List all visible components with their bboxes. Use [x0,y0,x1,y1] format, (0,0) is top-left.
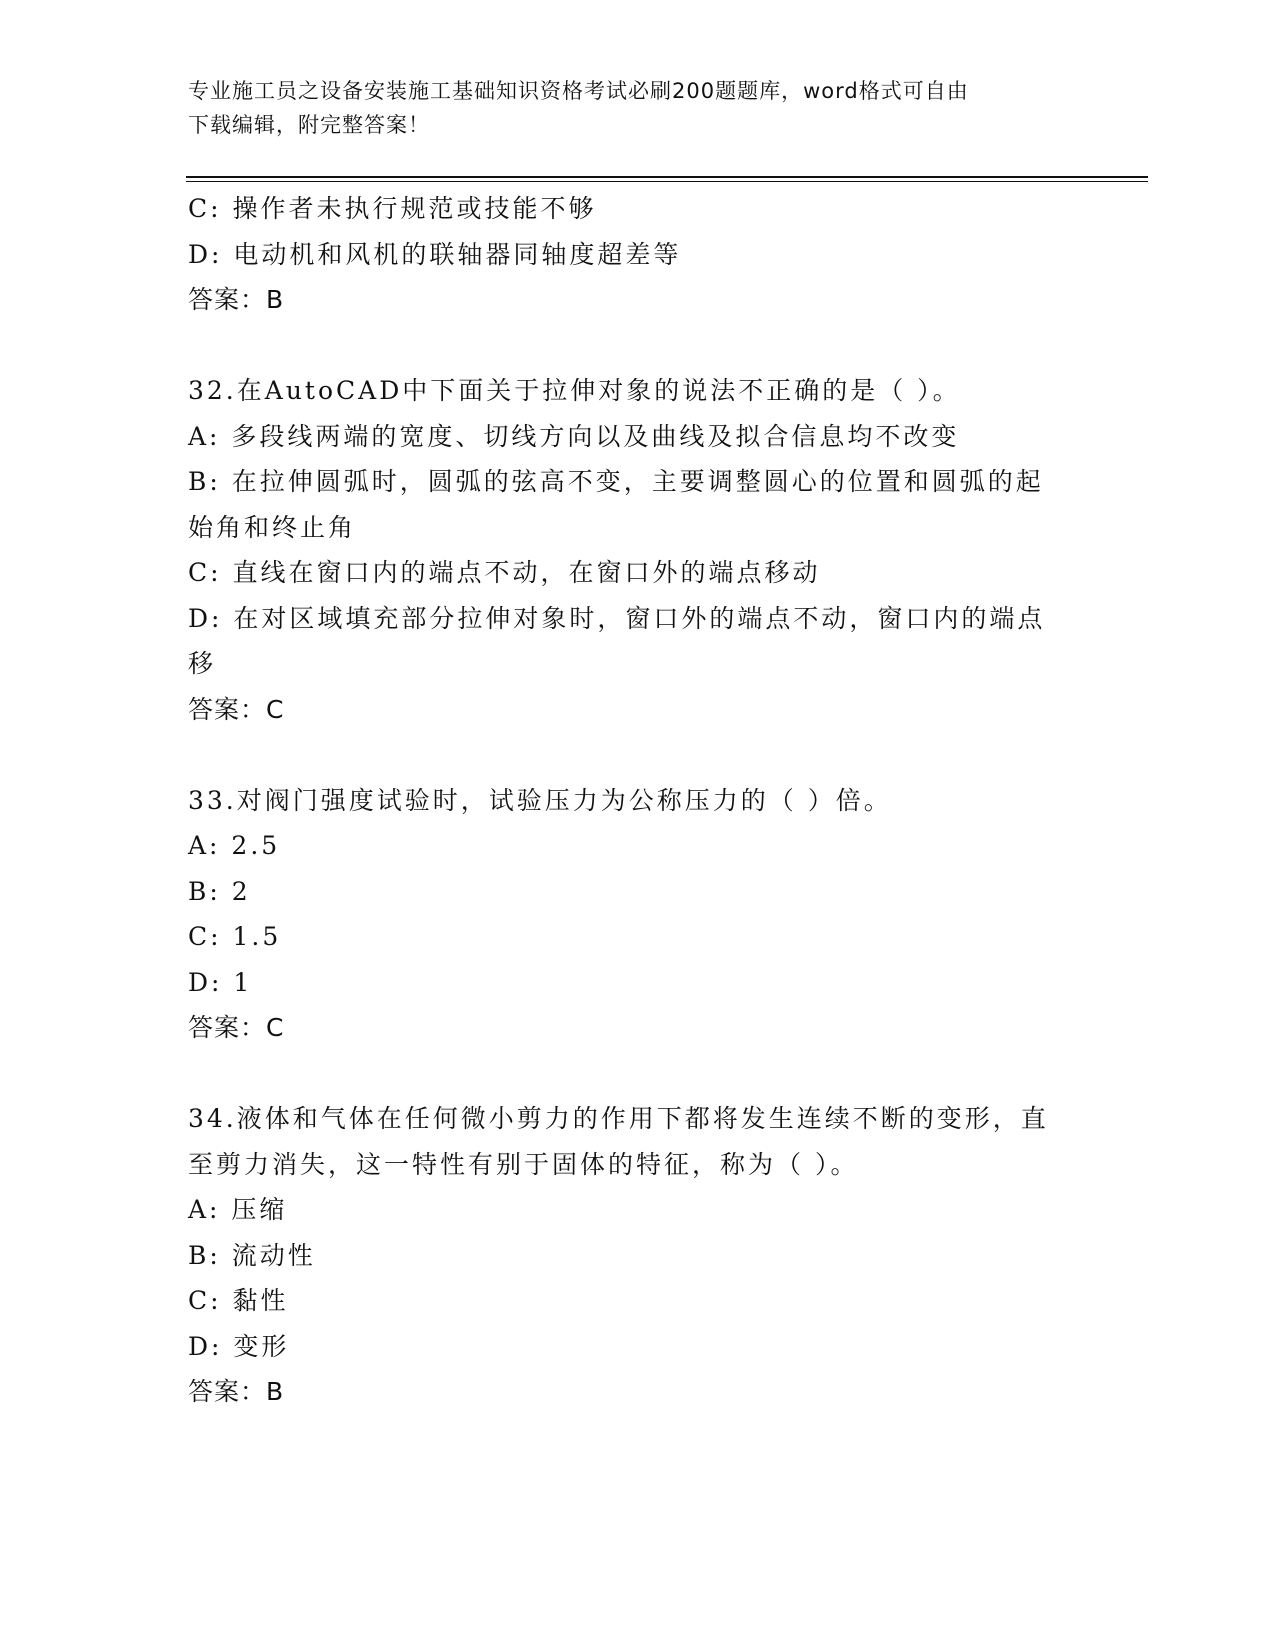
option-b-line-1: B: 在拉伸圆弧时，圆弧的弦高不变，主要调整圆心的位置和圆弧的起 [188,467,1044,496]
option-c: C: 1.5 [188,922,282,951]
question-33 [188,778,1088,1051]
answer-label: 答案：B [188,285,285,314]
header-title-line-1: 专业施工员之设备安装施工基础知识资格考试必刷200题题库，word格式可自由 [188,79,969,103]
option-a: A: 2.5 [188,831,281,860]
question-stem-line-2: 至剪力消失，这一特性有别于固体的特征，称为（ ）。 [188,1149,859,1179]
document-header [188,74,1088,142]
question-stem: 32.在AutoCAD中下面关于拉伸对象的说法不正确的是（ ）。 [188,376,961,405]
option-b: B: 流动性 [188,1240,316,1270]
question-stem-line-1: 34.液体和气体在任何微小剪力的作用下都将发生连续不断的变形，直 [188,1104,1049,1133]
spacer [188,732,1088,778]
option-b-line-2: 始角和终止角 [188,512,357,542]
option-d-line-2: 移 [188,649,217,678]
question-32 [188,368,1088,732]
option-c: C: 操作者未执行规范或技能不够 [188,194,597,223]
option-b: B: 2 [188,876,251,906]
option-a: A: 压缩 [188,1195,288,1224]
question-31-tail [188,186,1088,323]
question-content [188,186,1088,1415]
option-d: D: 1 [188,967,253,997]
question-stem: 33.对阀门强度试验时，试验压力为公称压力的（ ）倍。 [188,785,892,815]
option-d-line-1: D: 在对区域填充部分拉伸对象时，窗口外的端点不动，窗口内的端点 [188,603,1046,633]
header-divider [186,176,1148,182]
spacer [188,1051,1088,1097]
option-d: D: 电动机和风机的联轴器同轴度超差等 [188,239,682,269]
option-d: D: 变形 [188,1331,290,1361]
option-c: C: 直线在窗口内的端点不动，在窗口外的端点移动 [188,558,821,587]
option-c: C: 黏性 [188,1286,289,1315]
answer-label: 答案：C [188,1013,285,1042]
spacer [188,323,1088,369]
header-title-line-2: 下载编辑，附完整答案！ [188,113,430,137]
option-a: A: 多段线两端的宽度、切线方向以及曲线及拟合信息均不改变 [188,421,960,451]
answer-label: 答案：B [188,1377,285,1406]
question-34 [188,1096,1088,1415]
answer-label: 答案：C [188,694,285,724]
